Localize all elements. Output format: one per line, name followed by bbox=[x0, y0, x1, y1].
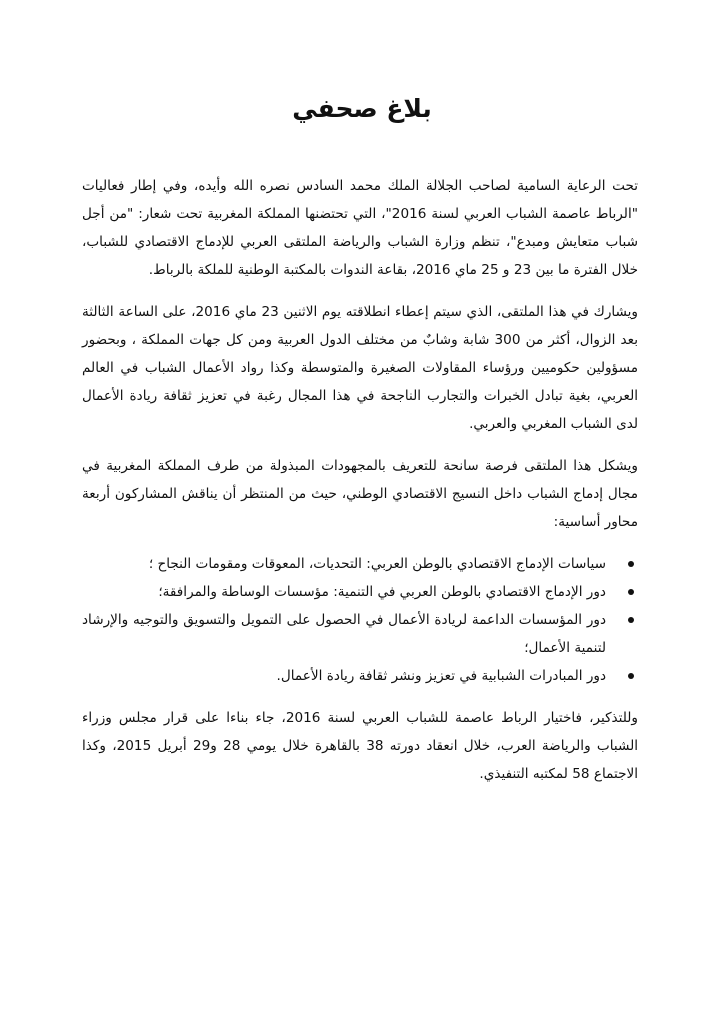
paragraph-participation: ويشارك في هذا الملتقى، الذي سيتم إعطاء انطلاقته يوم الاثنين 23 ماي 2016، على الساعة الثالثة بعد الزوال، أكثر من 300 شابة وشابٌ من مختلف الدول العربية ومن كل جهات المملكة ، وبحضور مسؤولين حكوميين ورؤساء المقاولات الصغيرة والمتوسطة وكذا رواد الأعمال الشباب في العالم العربي، بغية تبادل الخبرات والتجارب الناجحة في هذا المجال رغبة في تعزيز ثقافة ريادة الأعمال لدى الشباب المغربي والعربي. bbox=[82, 304, 638, 432]
bullet-icon bbox=[628, 673, 634, 679]
bullet-icon bbox=[628, 589, 634, 595]
list-item bbox=[82, 606, 638, 662]
document-body bbox=[82, 172, 638, 802]
list-item-text: دور الإدماج الاقتصادي بالوطن العربي في التنمية: مؤسسات الوساطة والمرافقة؛ bbox=[158, 584, 606, 600]
list-item bbox=[82, 662, 638, 690]
list-item-text: دور المؤسسات الداعمة لريادة الأعمال في الحصول على التمويل والتسويق والتوجيه والإرشاد لتنمية الأعمال؛ bbox=[82, 612, 606, 656]
paragraph-closing: وللتذكير، فاختيار الرباط عاصمة للشباب العربي لسنة 2016، جاء بناءا على قرار مجلس وزراء الشباب والرياضة العرب، خلال انعقاد دورته 38 بالقاهرة خلال يومي 28 و29 أبريل 2015، وكذا الاجتماع 58 لمكتبه التنفيذي. bbox=[82, 710, 638, 782]
bullet-icon bbox=[628, 617, 634, 623]
paragraph-themes-intro: ويشكل هذا الملتقى فرصة سانحة للتعريف بالمجهودات المبذولة من طرف المملكة المغربية في مجال إدماج الشباب داخل النسيج الاقتصادي الوطني، حيث من المنتظر أن يناقش المشاركون أربعة محاور أساسية: bbox=[82, 458, 638, 530]
paragraph-intro: تحت الرعاية السامية لصاحب الجلالة الملك محمد السادس نصره الله وأيده، وفي إطار فعاليات "الرباط عاصمة الشباب العربي لسنة 2016"، التي تحتضنها المملكة المغربية تحت شعار: "من أجل شباب متعايش ومبدع"، تنظم وزارة الشباب والرياضة الملتقى العربي للإدماج الاقتصادي للشباب، خلال الفترة ما بين 23 و 25 ماي 2016، بقاعة الندوات بالمكتبة الوطنية للملكة بالرباط. bbox=[82, 178, 638, 278]
bullet-icon bbox=[628, 561, 634, 567]
list-item bbox=[82, 550, 638, 578]
themes-list bbox=[82, 550, 638, 690]
list-item-text: دور المبادرات الشبابية في تعزيز ونشر ثقافة ريادة الأعمال. bbox=[276, 668, 606, 684]
list-item-text: سياسات الإدماج الاقتصادي بالوطن العربي: التحديات، المعوقات ومقومات النجاح ؛ bbox=[148, 556, 606, 572]
document-title: بلاغ صحفي bbox=[292, 94, 432, 123]
list-item bbox=[82, 578, 638, 606]
